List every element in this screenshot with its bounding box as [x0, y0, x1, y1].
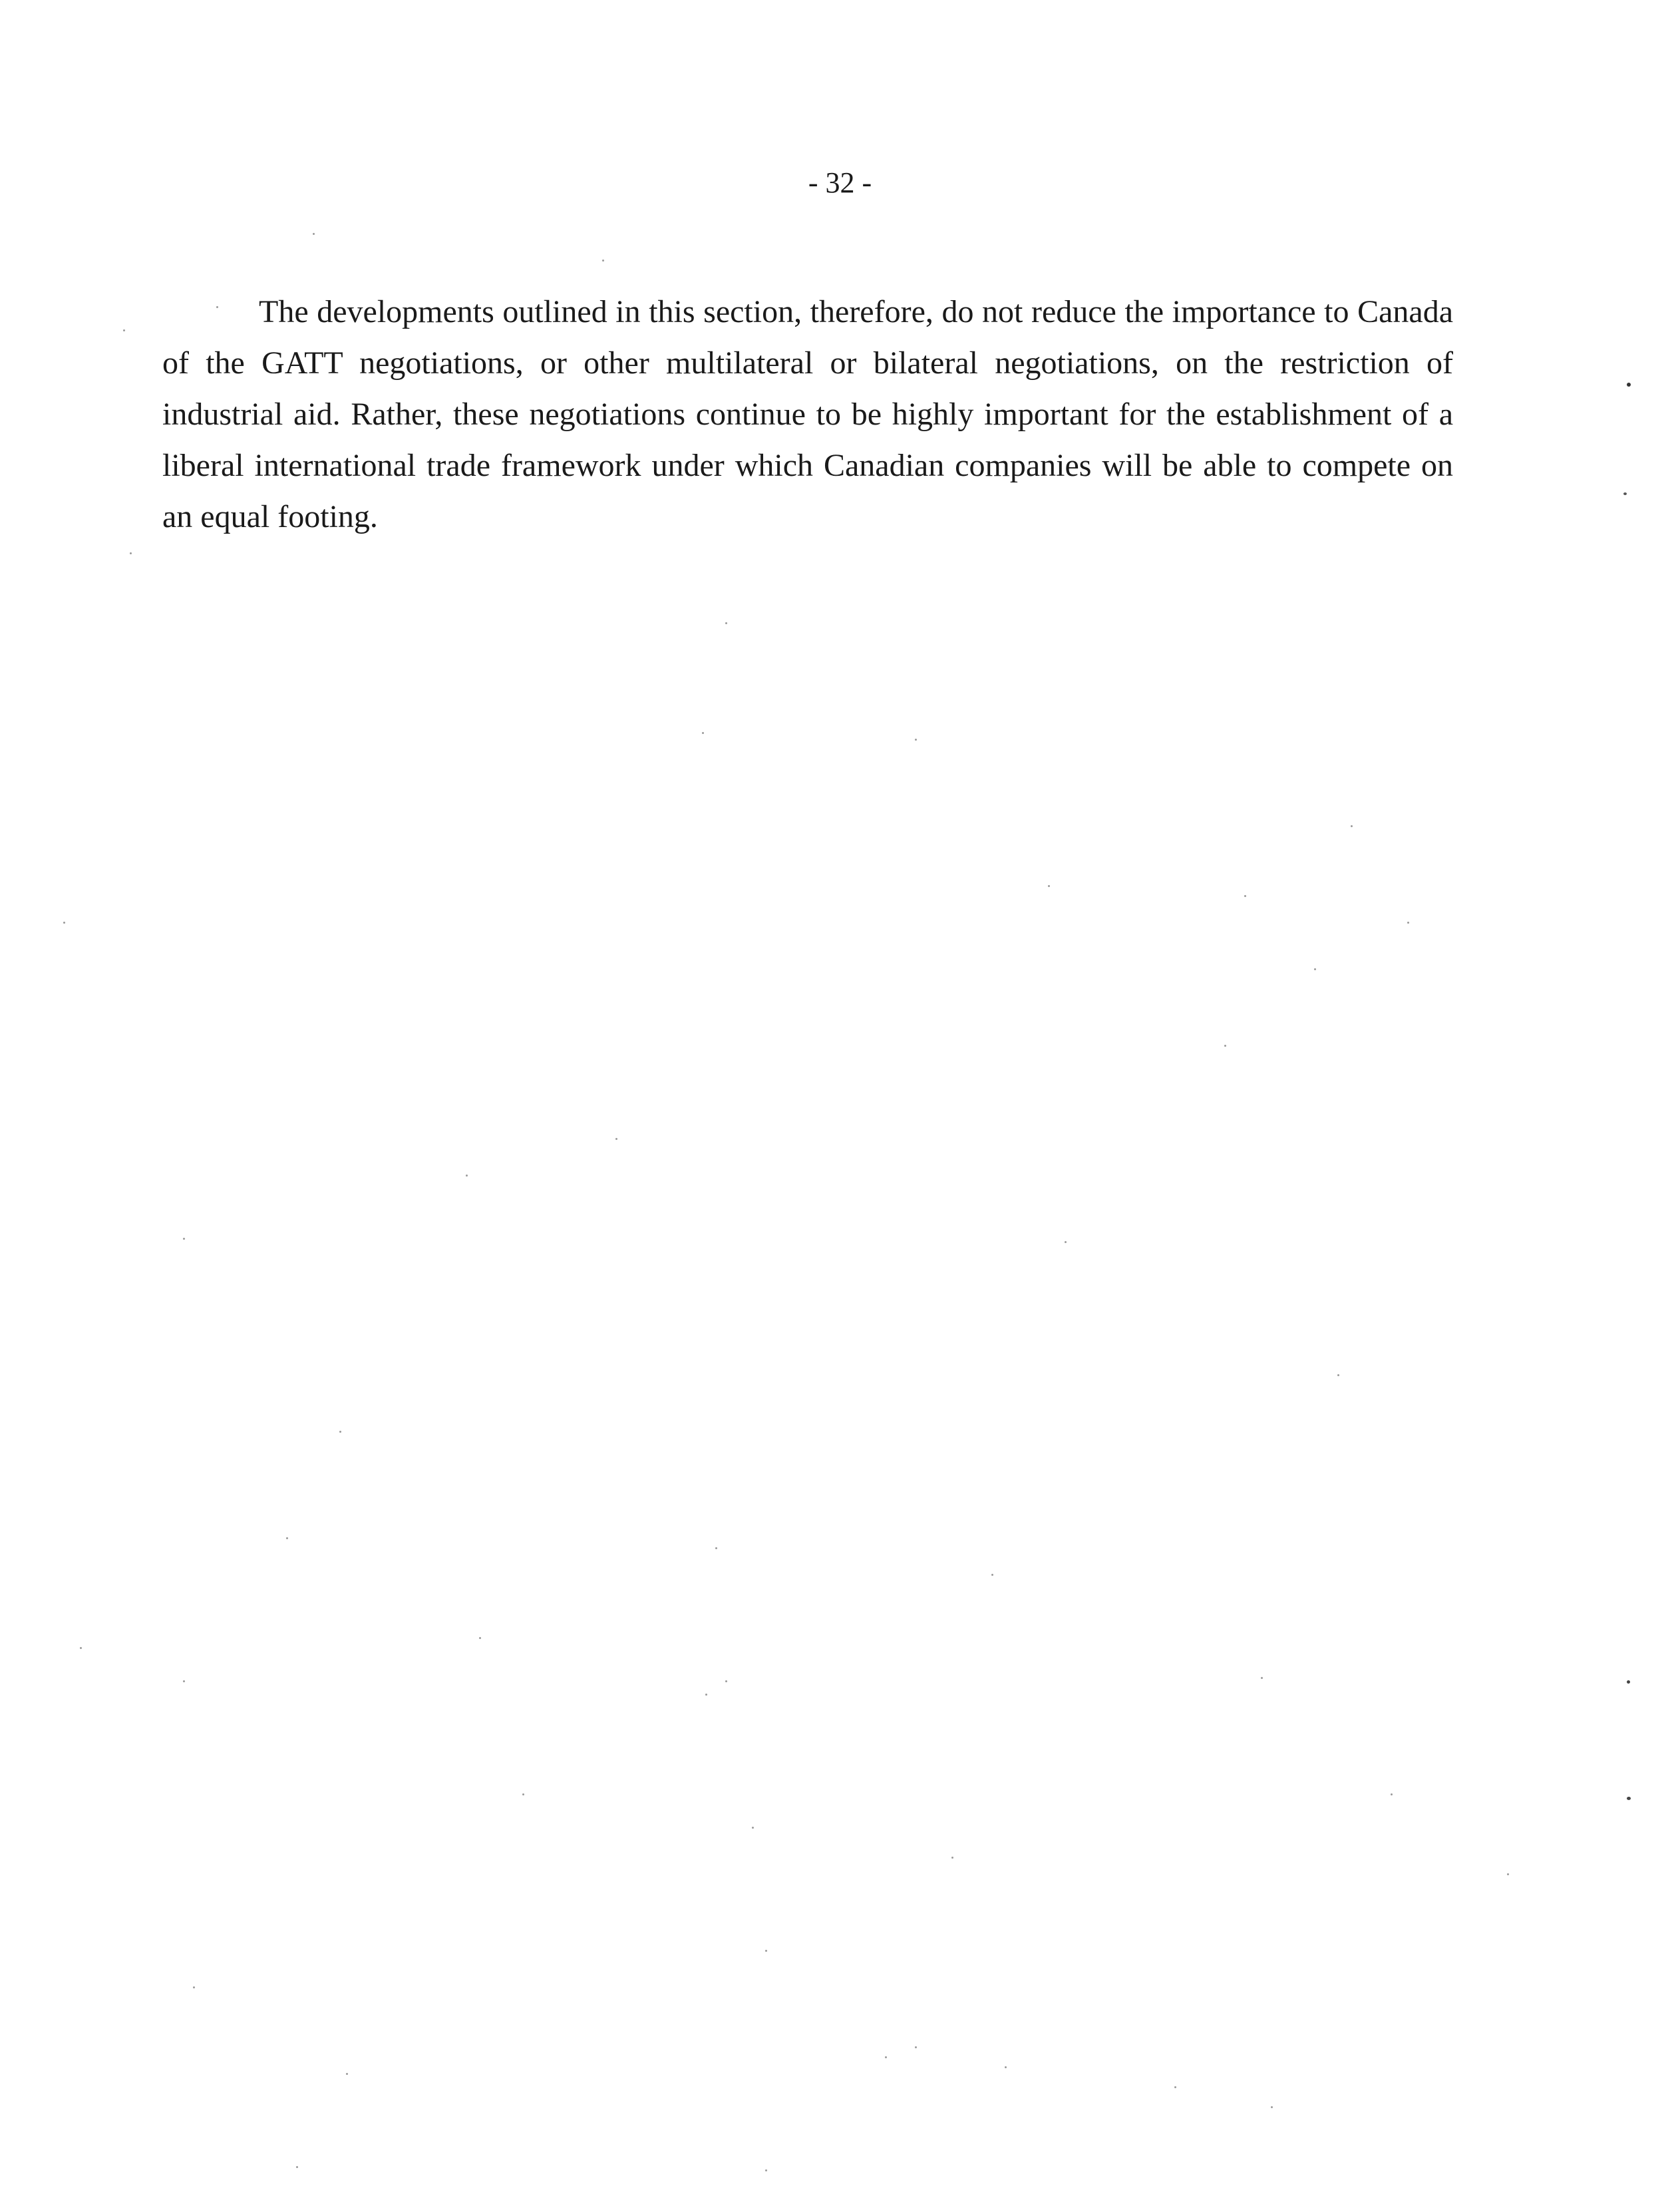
page-number: - 32 -: [808, 166, 872, 199]
body-paragraph: The developments outlined in this section, therefore, do not reduce the importance to Canada of the GATT negotiations, or other multilateral or bilateral negotiations, on the restriction of industrial aid. Rather, these negotiations continue to be highly important for the establishment of a liberal international trade framework under which Canadian companies will be able to compete on an equal footing.: [162, 294, 1453, 534]
